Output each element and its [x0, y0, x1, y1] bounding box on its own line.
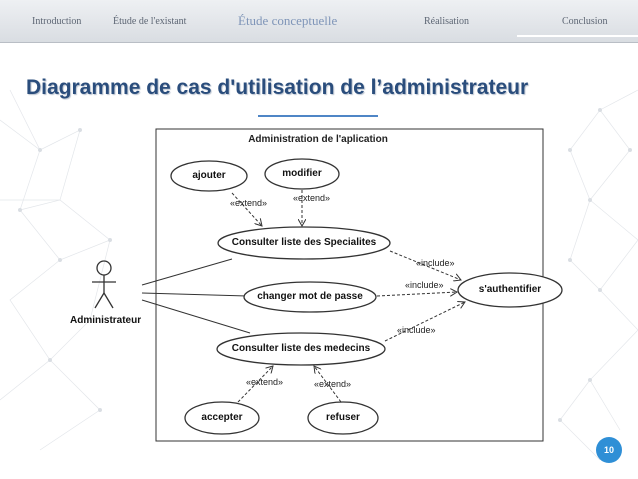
use-case-changer-mot-de-passe: changer mot de passe: [257, 291, 363, 302]
use-case-consulter-medecins: Consulter liste des medecins: [231, 343, 371, 354]
actor-label: Administrateur: [70, 315, 142, 326]
nav-item-introduction[interactable]: Introduction: [32, 16, 82, 27]
include-label-medecins: «include»: [397, 325, 436, 335]
use-case-accepter: accepter: [201, 412, 243, 423]
extend-label-ajouter: «extend»: [230, 198, 268, 208]
extend-label-accepter: «extend»: [246, 377, 284, 387]
nav-item-conclusion[interactable]: Conclusion: [562, 16, 608, 27]
nav-item-etude-existant[interactable]: Étude de l'existant: [113, 16, 187, 27]
page-title: Diagramme de cas d'utilisation de l’administrateur: [26, 76, 529, 99]
use-case-authentifier: s'authentifier: [478, 284, 542, 295]
page-number-badge: 10: [596, 437, 622, 463]
actor-figure: [92, 261, 116, 308]
use-case-ajouter: ajouter: [192, 170, 226, 181]
use-case-refuser: refuser: [326, 412, 360, 423]
extend-label-refuser: «extend»: [314, 379, 352, 389]
nav-item-realisation[interactable]: Réalisation: [424, 16, 469, 27]
extend-label-modifier: «extend»: [293, 193, 331, 203]
use-case-consulter-specialites: Consulter liste des Specialites: [231, 237, 377, 248]
system-boundary-title: Administration de l'aplication: [248, 134, 388, 145]
include-label-mot-de-passe: «include»: [405, 280, 444, 290]
use-case-modifier: modifier: [282, 168, 322, 179]
include-label-specialites: «include»: [416, 258, 455, 268]
nav-item-etude-conceptuelle[interactable]: Étude conceptuelle: [238, 13, 338, 28]
